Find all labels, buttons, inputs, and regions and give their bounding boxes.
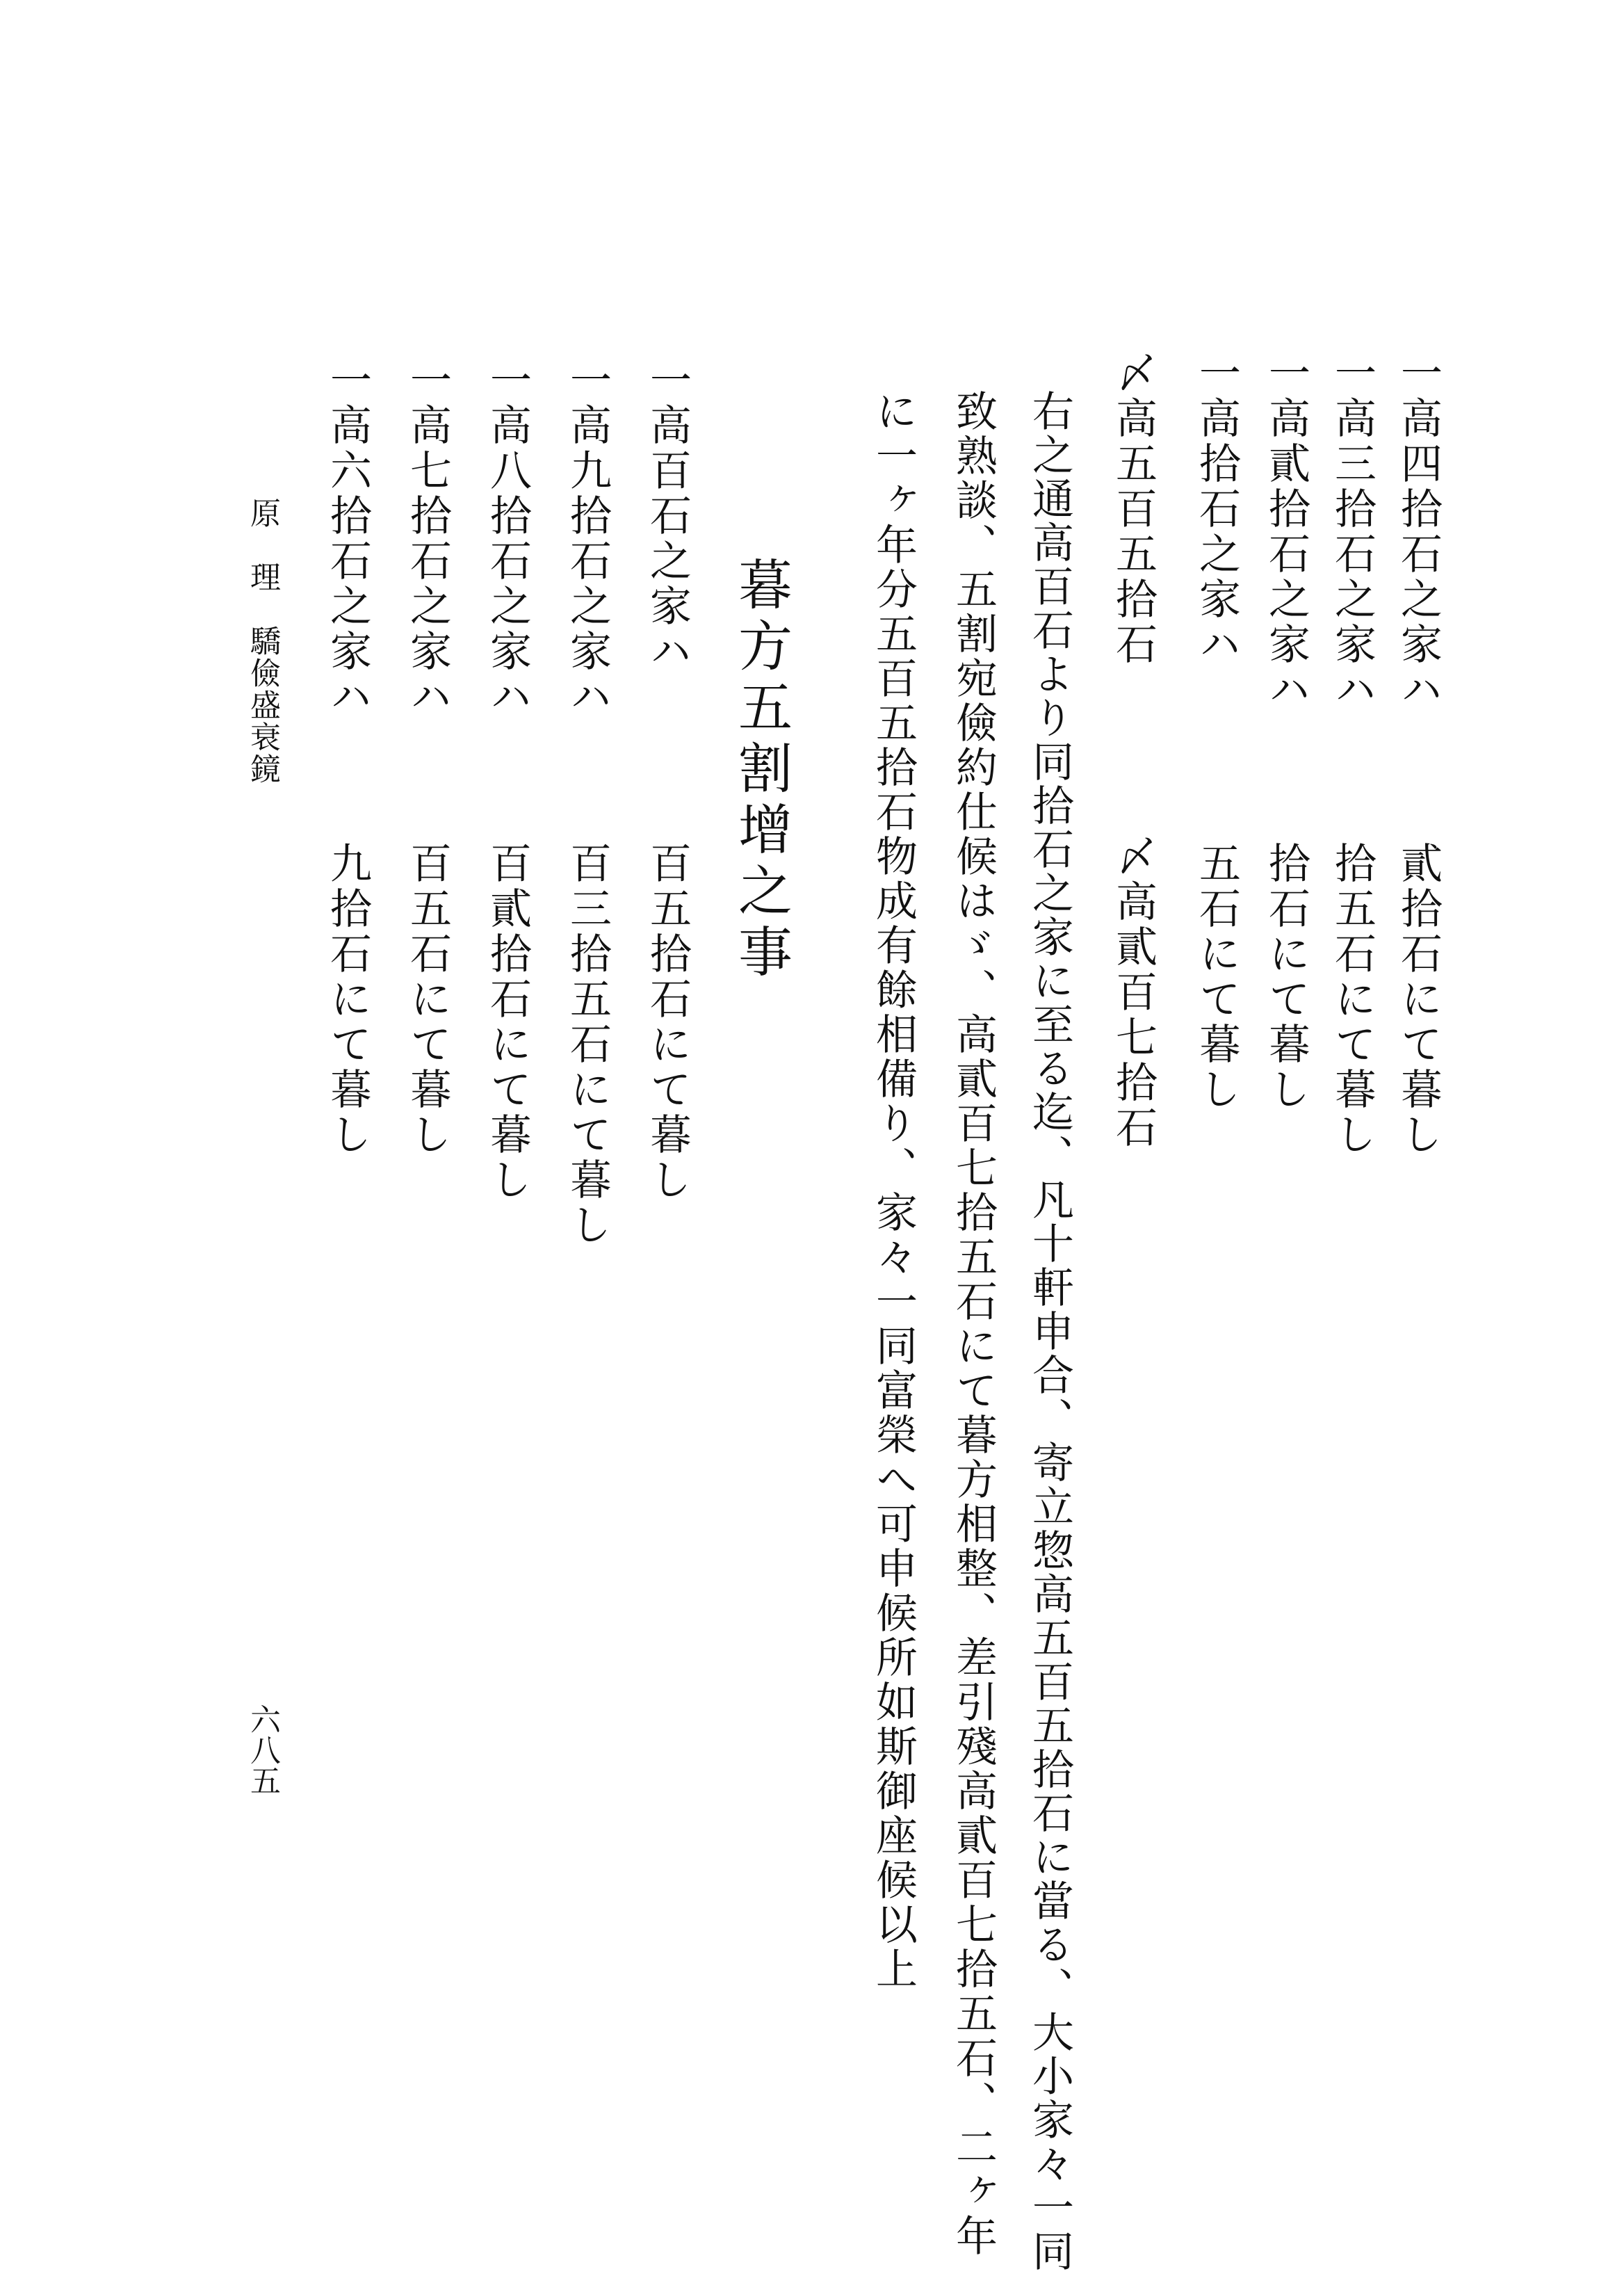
entry-label: 一高四拾石之家ハ	[1394, 351, 1443, 713]
entry-value: 百五石にて暮し	[403, 841, 452, 1158]
entry-label: 一高百石之家ハ	[643, 358, 692, 675]
entry-label: 一高九拾石之家ハ	[563, 358, 612, 720]
total-label: 〆高五百五拾石	[1109, 351, 1158, 668]
paragraph-line: に一ヶ年分五百五拾石物成有餘相備り、家々一同富榮へ可申候所如斯御座候以上	[869, 389, 918, 1992]
entry-label: 一高六拾石之家ハ	[323, 358, 372, 720]
running-header: 原 理 驕儉盛衰鏡	[245, 497, 280, 785]
entry-value: 拾石にて暮し	[1262, 841, 1310, 1113]
entry-value: 五石にて暮し	[1192, 841, 1241, 1113]
entry-label: 一高三拾石之家ハ	[1328, 351, 1377, 713]
entry-value: 百五拾石にて暮し	[643, 841, 692, 1203]
entry-value: 九拾石にて暮し	[323, 841, 372, 1158]
entry-value: 百貳拾石にて暮し	[483, 841, 532, 1203]
section-title: 暮方五割增之事	[729, 556, 792, 985]
entry-value: 百三拾五石にて暮し	[563, 841, 612, 1248]
page-number: 六八五	[245, 1704, 280, 1795]
total-value: 〆高貳百七拾石	[1109, 834, 1158, 1151]
entry-label: 一高拾石之家ハ	[1192, 351, 1241, 668]
entry-label: 一高八拾石之家ハ	[483, 358, 532, 720]
entry-label: 一高七拾石之家ハ	[403, 358, 452, 720]
entry-value: 貳拾石にて暮し	[1394, 841, 1443, 1158]
paragraph-line: 右之通高百石より同拾石之家に至る迄、凡十軒申合、寄立惣高五百五拾石に當る、大小家々一同	[1025, 389, 1074, 2273]
entry-value: 拾五石にて暮し	[1328, 841, 1377, 1158]
entry-label: 一高貳拾石之家ハ	[1262, 351, 1310, 713]
paragraph-line: 致熟談、五割宛儉約仕候はゞ、高貳百七拾五石にて暮方相整、差引殘高貳百七拾五石、二ヶ年	[949, 389, 998, 2259]
